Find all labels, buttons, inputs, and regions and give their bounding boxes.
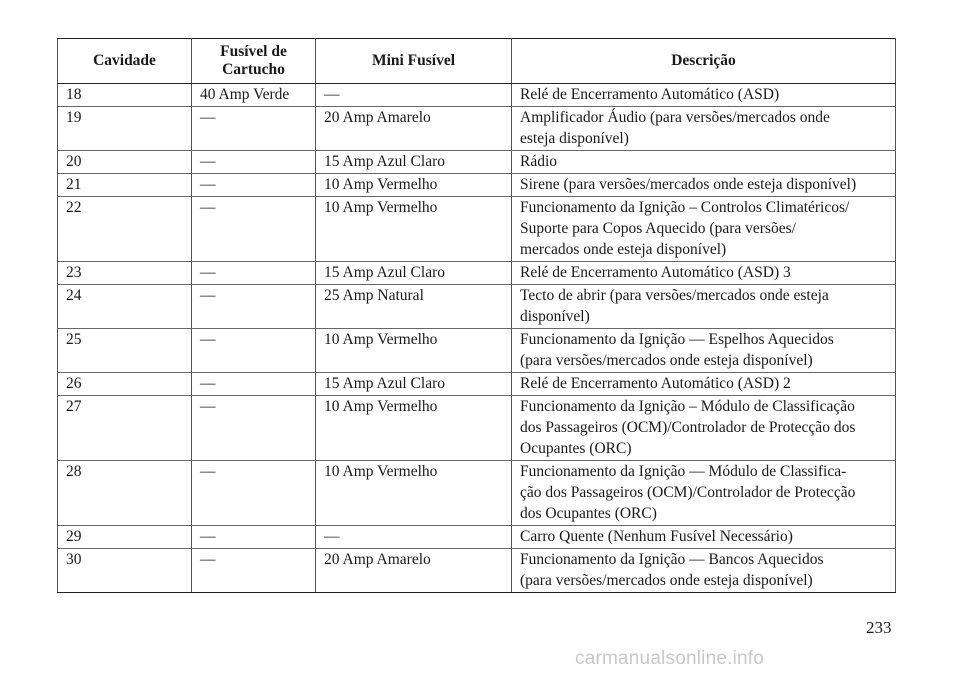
- cartridge-fuse-cell: —: [192, 461, 316, 526]
- description-line: mercados onde esteja disponível): [520, 241, 727, 258]
- header-mini-fuse: Mini Fusível: [316, 39, 512, 84]
- cavity-cell: 23: [58, 262, 192, 285]
- description-line: Relé de Encerramento Automático (ASD): [520, 86, 780, 103]
- description-line: Funcionamento da Ignição – Controlos Climatéricos/: [520, 199, 850, 216]
- cavity-cell: 26: [58, 373, 192, 396]
- cavity-cell: 25: [58, 329, 192, 373]
- mini-fuse-cell: 15 Amp Azul Claro: [316, 262, 512, 285]
- description-line: Suporte para Copos Aquecido (para versões/: [520, 220, 796, 237]
- table-header-row: [58, 39, 896, 84]
- table-row: [58, 549, 896, 593]
- fuse-table: [57, 38, 896, 593]
- description-line: (para versões/mercados onde esteja disponível): [520, 352, 813, 369]
- table-row: [58, 197, 896, 262]
- description-cell: [512, 107, 896, 151]
- cartridge-fuse-cell: —: [192, 151, 316, 174]
- description-line: Rádio: [520, 153, 558, 170]
- fuse-table-body: [58, 84, 896, 593]
- table-row: [58, 461, 896, 526]
- description-cell: [512, 151, 896, 174]
- description-line: Relé de Encerramento Automático (ASD) 2: [520, 375, 791, 392]
- cavity-cell: 30: [58, 549, 192, 593]
- mini-fuse-cell: —: [316, 526, 512, 549]
- mini-fuse-cell: —: [316, 84, 512, 107]
- description-line: Ocupantes (ORC): [520, 440, 632, 457]
- description-line: Funcionamento da Ignição — Módulo de Classifica-: [520, 463, 847, 480]
- description-line: dos Ocupantes (ORC): [520, 505, 657, 522]
- table-row: [58, 84, 896, 107]
- description-line: Funcionamento da Ignição – Módulo de Classificação: [520, 398, 855, 415]
- mini-fuse-cell: 10 Amp Vermelho: [316, 174, 512, 197]
- table-row: [58, 107, 896, 151]
- description-cell: [512, 461, 896, 526]
- description-cell: [512, 174, 896, 197]
- cavity-cell: 20: [58, 151, 192, 174]
- header-description: Descrição: [512, 39, 896, 84]
- mini-fuse-cell: 10 Amp Vermelho: [316, 396, 512, 461]
- description-cell: [512, 396, 896, 461]
- description-cell: [512, 329, 896, 373]
- table-row: [58, 262, 896, 285]
- description-cell: [512, 549, 896, 593]
- description-cell: [512, 373, 896, 396]
- table-row: [58, 151, 896, 174]
- description-line: Funcionamento da Ignição — Espelhos Aquecidos: [520, 331, 834, 348]
- description-line: Carro Quente (Nenhum Fusível Necessário): [520, 528, 793, 545]
- mini-fuse-cell: 15 Amp Azul Claro: [316, 151, 512, 174]
- page-number: 233: [866, 618, 892, 637]
- description-line: (para versões/mercados onde esteja disponível): [520, 572, 813, 589]
- mini-fuse-cell: 10 Amp Vermelho: [316, 329, 512, 373]
- table-row: [58, 373, 896, 396]
- cartridge-fuse-cell: —: [192, 396, 316, 461]
- description-cell: [512, 197, 896, 262]
- description-line: Relé de Encerramento Automático (ASD) 3: [520, 264, 791, 281]
- description-line: Funcionamento da Ignição — Bancos Aquecidos: [520, 551, 824, 568]
- cartridge-fuse-cell: —: [192, 373, 316, 396]
- mini-fuse-cell: 25 Amp Natural: [316, 285, 512, 329]
- description-cell: [512, 84, 896, 107]
- description-cell: [512, 285, 896, 329]
- mini-fuse-cell: 10 Amp Vermelho: [316, 461, 512, 526]
- cavity-cell: 29: [58, 526, 192, 549]
- cartridge-fuse-cell: —: [192, 174, 316, 197]
- header-cartridge-fuse: Fusível de Cartucho: [192, 39, 316, 84]
- cartridge-fuse-cell: —: [192, 197, 316, 262]
- table-row: [58, 329, 896, 373]
- description-line: esteja disponível): [520, 130, 629, 147]
- cartridge-fuse-cell: —: [192, 107, 316, 151]
- cavity-cell: 28: [58, 461, 192, 526]
- table-row: [58, 285, 896, 329]
- mini-fuse-cell: 20 Amp Amarelo: [316, 107, 512, 151]
- table-row: [58, 526, 896, 549]
- mini-fuse-cell: 20 Amp Amarelo: [316, 549, 512, 593]
- cavity-cell: 18: [58, 84, 192, 107]
- watermark: carmanualsonline.info: [575, 648, 765, 669]
- cavity-cell: 22: [58, 197, 192, 262]
- cavity-cell: 21: [58, 174, 192, 197]
- description-line: ção dos Passageiros (OCM)/Controlador de Protecção: [520, 484, 856, 501]
- description-line: Sirene (para versões/mercados onde esteja disponível): [520, 176, 857, 193]
- table-row: [58, 396, 896, 461]
- description-line: Tecto de abrir (para versões/mercados onde esteja: [520, 287, 829, 304]
- cartridge-fuse-cell: 40 Amp Verde: [192, 84, 316, 107]
- cartridge-fuse-cell: —: [192, 329, 316, 373]
- header-cavity: Cavidade: [58, 39, 192, 84]
- description-cell: [512, 262, 896, 285]
- cavity-cell: 24: [58, 285, 192, 329]
- description-line: Amplificador Áudio (para versões/mercados onde: [520, 109, 830, 126]
- cartridge-fuse-cell: —: [192, 262, 316, 285]
- description-cell: [512, 526, 896, 549]
- description-line: dos Passageiros (OCM)/Controlador de Protecção dos: [520, 419, 856, 436]
- cartridge-fuse-cell: —: [192, 549, 316, 593]
- table-row: [58, 174, 896, 197]
- mini-fuse-cell: 10 Amp Vermelho: [316, 197, 512, 262]
- cartridge-fuse-cell: —: [192, 285, 316, 329]
- cavity-cell: 27: [58, 396, 192, 461]
- cartridge-fuse-cell: —: [192, 526, 316, 549]
- description-line: disponível): [520, 308, 590, 325]
- cavity-cell: 19: [58, 107, 192, 151]
- mini-fuse-cell: 15 Amp Azul Claro: [316, 373, 512, 396]
